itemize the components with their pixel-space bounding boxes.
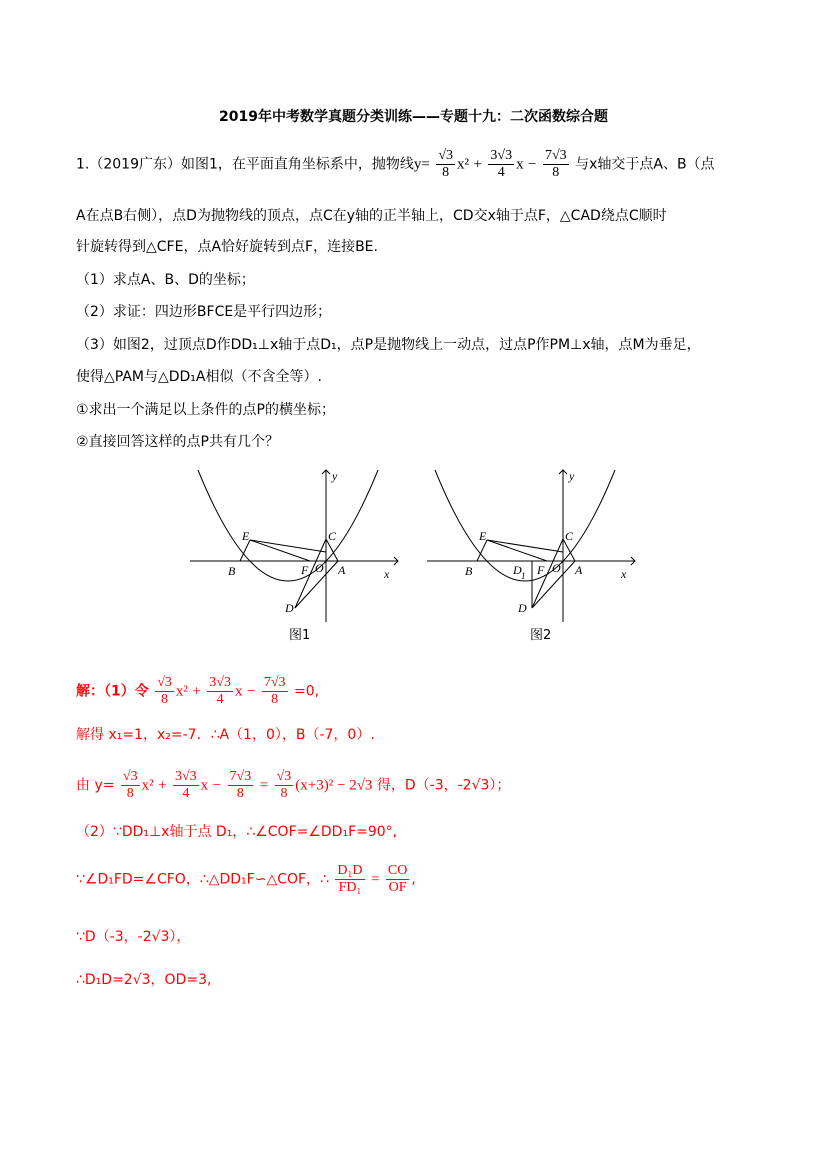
page-title: 2019年中考数学真题分类训练——专题十九：二次函数综合题 xyxy=(219,109,608,125)
segment-EB xyxy=(477,540,487,561)
eq-y: y= xyxy=(413,156,430,173)
parabola xyxy=(435,470,615,581)
problem-line-2: A在点B右侧），点D为抛物线的顶点，点C在y轴的正半轴上，CD交x轴于点F，△CAD绕点C顺时 xyxy=(76,208,667,224)
label-y: y xyxy=(332,469,338,483)
question-2: （2）求证：四边形BFCE是平行四边形； xyxy=(76,304,332,320)
question-3-cont: 使得△PAM与△DD₁A相似（不含全等）. xyxy=(76,369,322,385)
label-C: C xyxy=(565,529,574,543)
problem-intro: 1.（2019广东）如图1，在平面直角坐标系中，抛物线 xyxy=(76,156,414,173)
solution-label: 解：（1）令 xyxy=(76,683,149,700)
label-F: F xyxy=(301,563,309,577)
problem-line-1 xyxy=(76,148,715,181)
problem-intro-end: 与x轴交于点A、B（点 xyxy=(575,156,715,173)
figure-2-caption: 图2 xyxy=(530,628,552,643)
term-x: x xyxy=(234,683,243,700)
fraction-sqrt3-over-8-vertex: $\frac{√3}{8}$ xyxy=(276,769,292,801)
term-x2: x² xyxy=(175,683,188,700)
minus-sign: − xyxy=(246,683,256,700)
label-x: x xyxy=(384,567,390,581)
label-y: y xyxy=(569,469,575,483)
question-3-part-2: ②直接回答这样的点P共有几个？ xyxy=(76,434,279,450)
figure-2 xyxy=(425,462,640,632)
fraction-7sqrt3-over-8: $\frac{7√3}{8}$ xyxy=(263,675,286,707)
term-x: x xyxy=(200,777,209,794)
label-x: x xyxy=(621,567,627,581)
fraction-sqrt3-over-8: $\frac{√3}{8}$ xyxy=(157,675,172,707)
segment-EC xyxy=(250,540,326,552)
label-O: O xyxy=(315,561,324,575)
question-1: （1）求点A、B、D的坐标； xyxy=(76,272,255,288)
minus-sign: − xyxy=(528,156,537,173)
solution-line-2: 解得 x₁=1，x₂=-7．∴A（1，0），B（-7，0）. xyxy=(76,727,375,743)
figure-1-caption: 图1 xyxy=(289,628,311,643)
fraction-3sqrt3-over-4: $\frac{3√3}{4}$ xyxy=(174,769,197,801)
label-O: O xyxy=(552,561,561,575)
plus-sign: + xyxy=(158,777,167,794)
label-A: A xyxy=(338,563,346,577)
segment-EF xyxy=(487,540,547,561)
parabola xyxy=(198,470,378,581)
vertex-result: 得，D（-3，-2√3）； xyxy=(376,777,511,794)
vertex-form-prefix: 由 y= xyxy=(76,777,115,794)
label-A: A xyxy=(575,563,583,577)
figure-1 xyxy=(188,462,403,632)
term-x: x xyxy=(516,156,524,173)
segment-EC xyxy=(487,540,563,552)
solution-line-7: ∴D₁D=2√3，OD=3, xyxy=(76,972,212,988)
term-x2: x² xyxy=(141,777,154,794)
solution-line-3 xyxy=(76,769,510,802)
label-F: F xyxy=(537,563,545,577)
label-D1-subscript: 1 xyxy=(521,571,526,581)
vertex-form: (x+3)² − 2√3 xyxy=(295,777,373,794)
solution-line-1 xyxy=(76,675,319,708)
fraction-sqrt3-over-8: $\frac{√3}{8}$ xyxy=(122,769,138,801)
question-3: （3）如图2，过顶点D作DD₁⊥x轴于点D₁，点P是抛物线上一动点，过点P作PM⊥x轴，点M为垂足， xyxy=(76,337,701,353)
equals-sign: = xyxy=(370,871,380,888)
plus-sign: + xyxy=(192,683,201,700)
solution-line-6: ∵D（-3，-2√3）， xyxy=(76,929,191,945)
fraction-3sqrt3-over-4: $\frac{3√3}{4}$ xyxy=(490,148,513,180)
solution-line-5 xyxy=(76,863,416,896)
question-3-part-1: ①求出一个满足以上条件的点P的横坐标； xyxy=(76,402,335,418)
label-B: B xyxy=(228,564,236,578)
fraction-7sqrt3-over-8: $\frac{7√3}{8}$ xyxy=(544,148,567,180)
fraction-3sqrt3-over-4: $\frac{3√3}{4}$ xyxy=(209,675,231,707)
problem-line-3: 针旋转得到△CFE，点A恰好旋转到点F，连接BE. xyxy=(76,239,378,255)
equals-sign: = xyxy=(259,777,269,794)
label-B: B xyxy=(465,564,473,578)
segment-EB xyxy=(240,540,250,561)
label-D1: D xyxy=(513,563,522,577)
segment-EF xyxy=(250,540,310,561)
fraction-D1D-over-FD1: $\frac{\text{D₁D}}{\text{FD₁}}$ xyxy=(337,863,363,895)
label-D: D xyxy=(518,601,527,615)
fraction-7sqrt3-over-8: $\frac{7√3}{8}$ xyxy=(229,769,252,801)
plus-sign: + xyxy=(473,156,482,173)
line-end-comma: , xyxy=(411,871,416,888)
equals-zero: =0, xyxy=(293,683,320,700)
term-x2: x² xyxy=(457,156,470,173)
label-D: D xyxy=(285,601,294,615)
fraction-CO-over-OF: $\frac{CO}{OF}$ xyxy=(387,863,408,895)
label-C: C xyxy=(328,529,337,543)
label-E: E xyxy=(242,529,250,543)
similar-triangles-text: ∵∠D₁FD=∠CFO，∴△DD₁F∽△COF，∴ xyxy=(76,871,329,888)
minus-sign: − xyxy=(212,777,222,794)
label-E: E xyxy=(479,529,487,543)
solution-line-4: （2）∵DD₁⊥x轴于点 D₁，∴∠COF=∠DD₁F=90°, xyxy=(76,824,398,840)
fraction-sqrt3-over-8: $\frac{√3}{8}$ xyxy=(438,148,454,180)
